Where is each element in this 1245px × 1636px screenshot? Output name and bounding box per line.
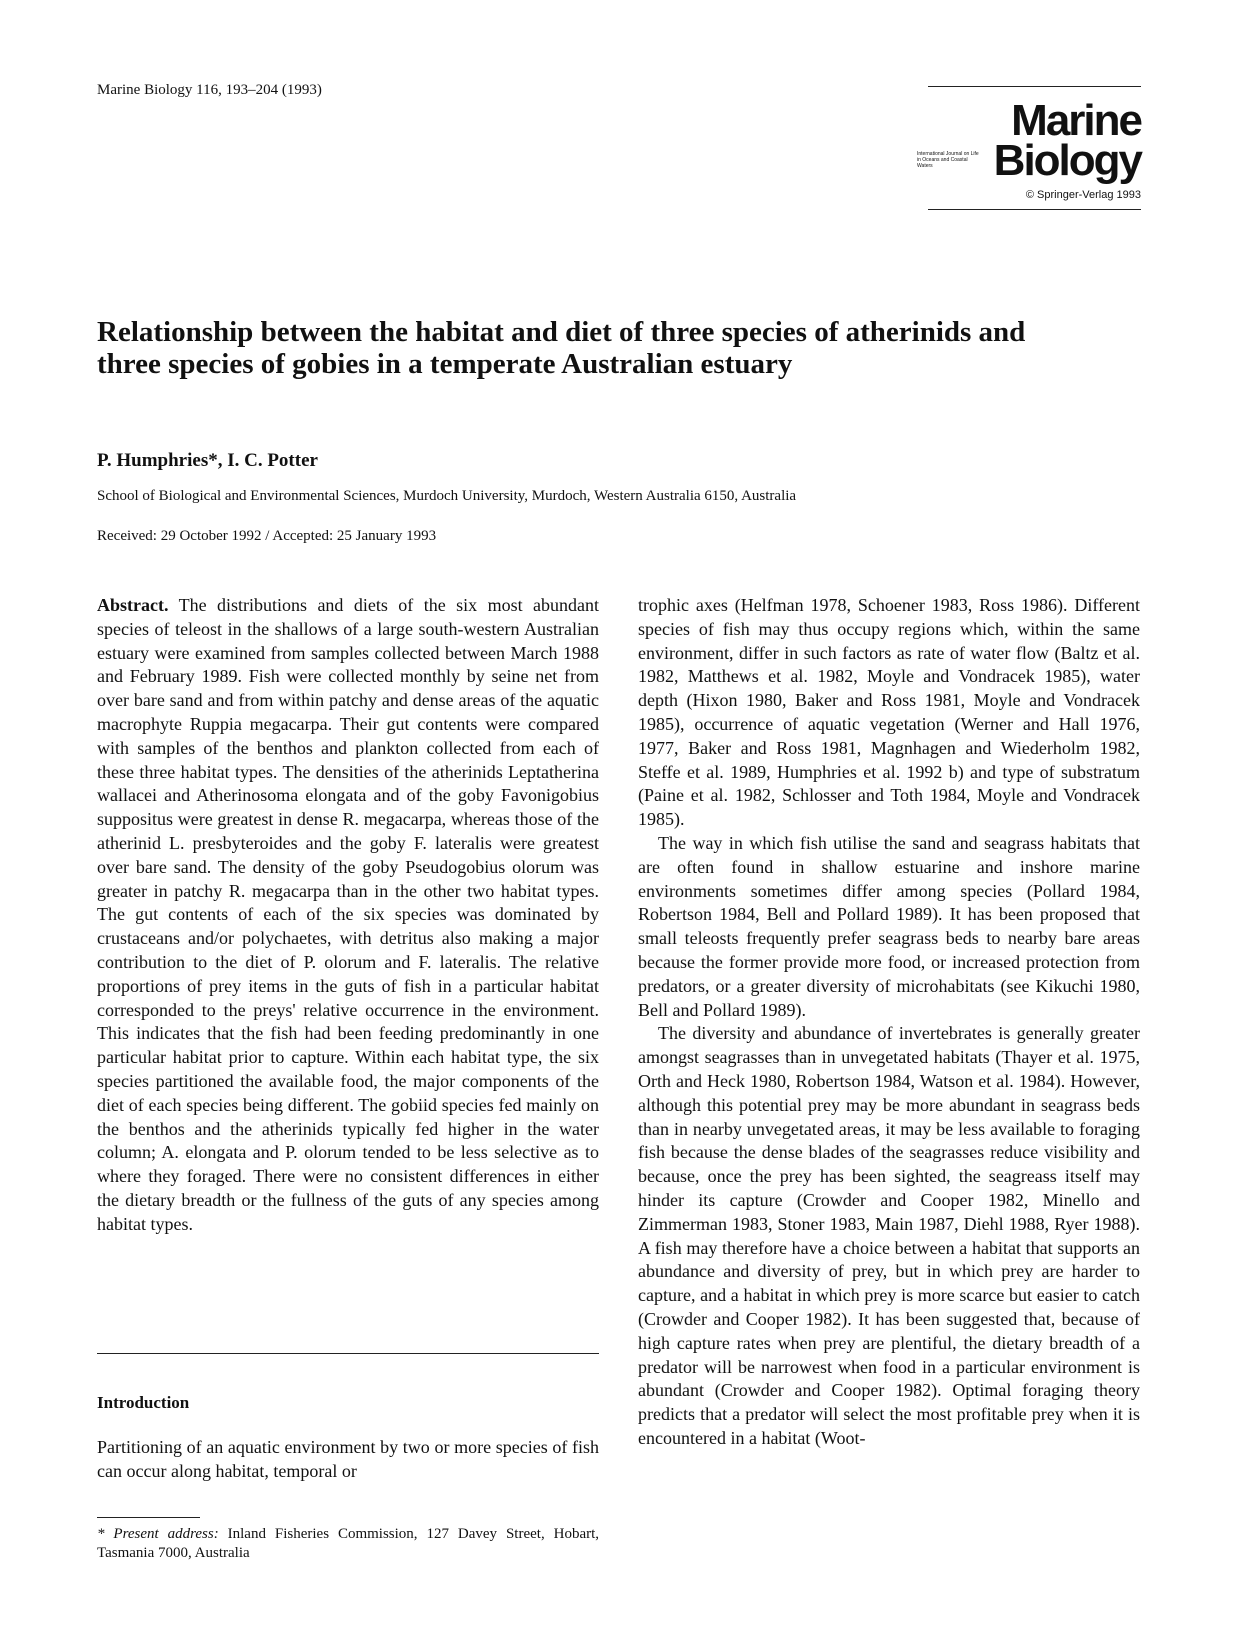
right-column [638,594,1140,1451]
logo-copyright: © Springer-Verlag 1993 [1025,189,1141,201]
footnote-label: * Present address: [97,1526,219,1542]
footnote-divider [97,1517,200,1518]
logo-top-rule [928,86,1141,87]
abstract-text: The distributions and diets of the six most abundant species of teleost in the shallows of a large south-western Australian estuary were examined from samples collected between March 1988 and February 1989. Fish were collected monthly by seine net from over bare sand and from within patchy and dense areas of the aquatic macrophyte Ruppia megacarpa. Their gut contents were compared with samples of the benthos and plankton collected from each of these three habitat types. The densities of the atherinids Leptatherina wallacei and Atherinosoma elongata and of the goby Favonigobius suppositus were greatest in dense R. megacarpa, whereas those of the atherinid L. presbyteroides and the goby F. lateralis were greatest over bare sand. The density of the goby Pseudogobius olorum was greater in patchy R. megacarpa than in the other two habitat types. The gut contents of each of the six species was dominated by crustaceans and/or polychaetes, with detritus also making a major contribution to the diet of P. olorum and F. lateralis. The relative proportions of prey items in the guts of fish in a particular habitat corresponded to the preys' relative occurrence in the environment. This indicates that the fish had been feeding predominantly in one particular habitat prior to capture. Within each habitat type, the six species partitioned the available food, the major components of the diet of each species being different. The gobiid species fed mainly on the benthos and the atherinids typically fed higher in the water column; A. elongata and P. olorum tended to be less selective as to where they foraged. There were no consistent differences in either the dietary breadth or the fullness of the guts of any species among habitat types. [97,595,599,1234]
abstract-block [97,594,599,1237]
intro-paragraph-continued: trophic axes (Helfman 1978, Schoener 1983, Ross 1986). Different species of fish may thus occupy regions which, within the same environment, differ in such factors as rate of water flow (Baltz et al. 1982, Matthews et al. 1982, Moyle and Vondracek 1985), water depth (Hixon 1980, Baker and Ross 1981, Moyle and Vondracek 1985), occurrence of aquatic vegetation (Werner and Hall 1976, 1977, Baker and Ross 1981, Magnhagen and Wiederholm 1982, Steffe et al. 1989, Humphries et al. 1992 b) and type of substratum (Paine et al. 1982, Schlosser and Toth 1984, Moyle and Vondracek 1985). [638,595,1140,830]
article-title: Relationship between the habitat and diet of three species of atherinids and three species of gobies in a temperate Australian estuary [97,316,1026,380]
article-authors: P. Humphries*, I. C. Potter [97,450,318,471]
logo-bottom-rule [928,209,1141,210]
logo-word-marine: Marine [1011,96,1141,145]
section-heading-introduction: Introduction [97,1393,190,1412]
abstract-label: Abstract. [97,595,169,615]
intro-paragraph-habitats: The way in which fish utilise the sand and seagrass habitats that are often found in shallow estuarine and inshore marine environments sometimes differ among species (Pollard 1984, Robertson 1984, Bell and Pollard 1989). It has been proposed that small teleosts frequently prefer seagrass beds to nearby bare areas because the former provide more food, or increased protection from predators, or a greater diversity of microhabitats (see Kikuchi 1980, Bell and Pollard 1989). [638,832,1140,1020]
footnote [97,1525,599,1563]
article-dates: Received: 29 October 1992 / Accepted: 25 January 1993 [97,528,437,544]
logo-word-biology: Biology [993,136,1141,185]
abstract-divider [97,1353,599,1354]
intro-paragraph-invertebrates: The diversity and abundance of invertebrates is generally greater amongst seagrasses than in unvegetated habitats (Thayer et al. 1975, Orth and Heck 1980, Robertson 1984, Watson et al. 1984). However, although this potential prey may be more abundant in seagrass beds than in nearby unvegetated areas, it may be less available to foraging fish because the dense blades of the seagrasses reduce visibility and because, once the prey has been sighted, the seagreass itself may hinder its capture (Crowder and Cooper 1982, Minello and Zimmerman 1983, Stoner 1983, Main 1987, Diehl 1988, Ryer 1988). A fish may therefore have a choice between a habitat that supports an abundance and diversity of prey, but in which prey are harder to capture, and a habitat in which prey is more scarce but easier to catch (Crowder and Cooper 1982). It has been suggested that, because of high capture rates when prey are plentiful, the dietary breadth of a predator will be narrowest when food in a particular environment is abundant (Crowder and Cooper 1982). Optimal foraging theory predicts that a predator will select the most profitable prey when it is encountered in a habitat (Woot- [638,1023,1140,1448]
logo-tagline: International Journal on Life in Oceans and Coastal Waters [917,151,979,169]
intro-paragraph-start: Partitioning of an aquatic environment by two or more species of fish can occur along habitat, temporal or [97,1437,599,1481]
footnote-text: Inland Fisheries Commission, 127 Davey Street, Hobart, Tasmania 7000, Australia [97,1526,600,1561]
journal-reference: Marine Biology 116, 193–204 (1993) [97,82,322,98]
article-affiliation: School of Biological and Environmental Sciences, Murdoch University, Murdoch, Western Australia 6150, Australia [97,488,797,504]
